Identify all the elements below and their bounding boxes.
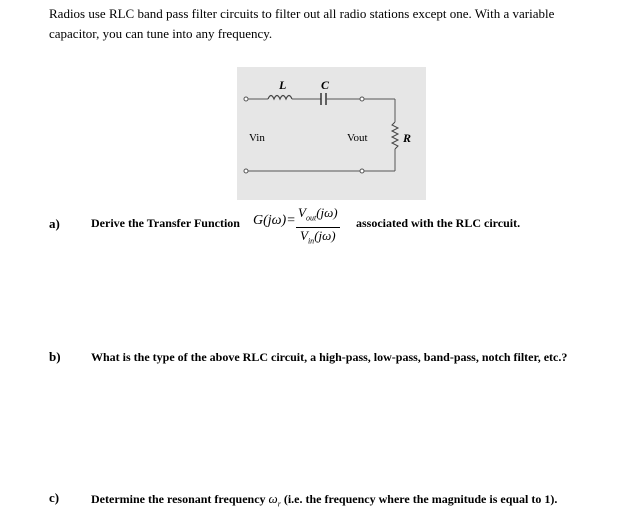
- resonant-frequency-symbol: $\omega_r$: [268, 491, 281, 509]
- intro-line-2: capacitor, you can tune into any frequency.: [49, 26, 273, 41]
- fraction-numerator: $V_{out}(j\omega)$: [296, 205, 340, 228]
- intro-line-1: Radios use RLC band pass filter circuits to filter out all radio stations except one. With a variable: [49, 6, 555, 21]
- question-b-label: b): [49, 349, 61, 364]
- question-c-text: [91, 491, 557, 509]
- question-b-text: What is the type of the above RLC circuit, a high-pass, low-pass, band-pass, notch filter, etc.?: [91, 350, 568, 364]
- question-c-text-before: Determine the resonant frequency: [91, 492, 266, 506]
- vin-terminal-bottom: [244, 169, 248, 173]
- vin-terminal-top: [244, 97, 248, 101]
- question-a-label: a): [49, 216, 60, 231]
- fraction-denominator: $V_{in}(j\omega)$: [300, 227, 336, 246]
- resistor-label: R: [403, 131, 412, 145]
- rlc-circuit-figure: [237, 67, 426, 200]
- vout-label: Vout: [347, 132, 368, 144]
- question-c-text-after: (i.e. the frequency where the magnitude is equal to 1).: [283, 492, 558, 506]
- rlc-circuit-diagram: [237, 67, 426, 200]
- transfer-function-lhs: G(jω)=: [253, 213, 296, 228]
- vin-label: Vin: [249, 132, 265, 144]
- vout-terminal-bottom: [360, 169, 364, 173]
- intro-paragraph: [49, 4, 609, 44]
- question-a-text-before: Derive the Transfer Function: [91, 216, 240, 230]
- question-a-text-after: associated with the RLC circuit.: [356, 216, 521, 230]
- inductor-label: L: [279, 78, 287, 92]
- question-c-label: c): [49, 490, 60, 505]
- transfer-function-fraction: [296, 205, 340, 249]
- vout-terminal-top: [360, 97, 364, 101]
- capacitor-label: C: [321, 78, 330, 92]
